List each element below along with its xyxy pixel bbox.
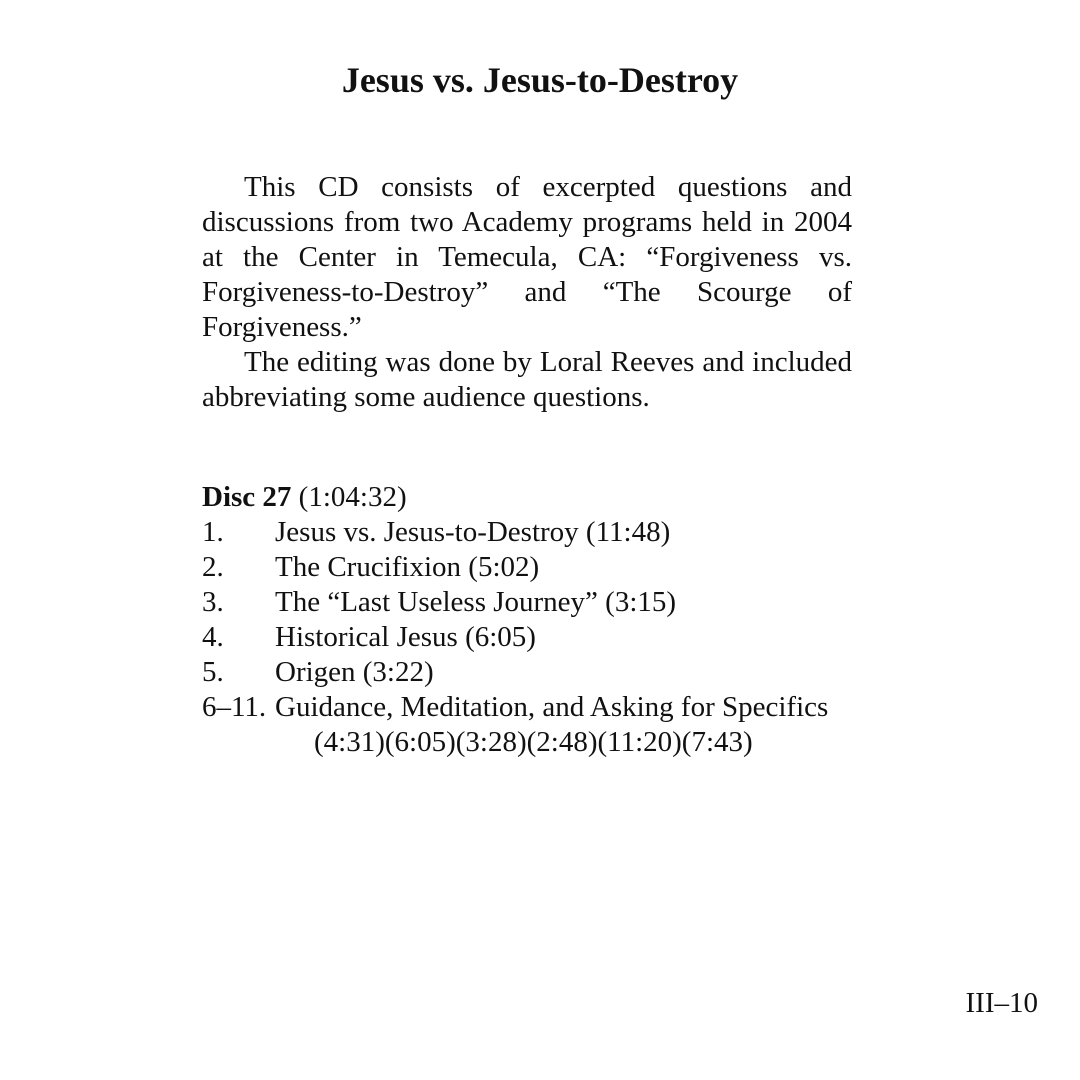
track-title: Origen (3:22)	[275, 656, 434, 688]
track-title: The “Last Useless Journey” (3:15)	[275, 586, 677, 618]
track-item	[202, 655, 902, 690]
paragraph: This CD consists of excerpted questions and discussions from two Academy programs held in 2004 at the Center in Temecula, CA: “Forgiveness vs. Forgiveness-to-Destroy” and “The Scourge of Forgiveness.”	[202, 171, 852, 343]
track-durations: (4:31)(6:05)(3:28)(2:48)(11:20)(7:43)	[314, 726, 753, 758]
disc-label: Disc 27	[202, 481, 292, 513]
track-number: 4.	[202, 621, 224, 653]
disc-duration: (1:04:32)	[298, 481, 407, 513]
paragraph: The editing was done by Loral Reeves and included abbreviating some audience questions.	[202, 346, 852, 413]
disc-heading	[202, 480, 902, 515]
track-number: 1.	[202, 516, 224, 548]
page-title: Jesus vs. Jesus-to-Destroy	[341, 60, 739, 100]
disc-track-list	[202, 480, 902, 760]
track-title: Jesus vs. Jesus-to-Destroy (11:48)	[275, 516, 671, 548]
track-item	[202, 515, 902, 550]
track-item	[202, 690, 902, 725]
track-number: 5.	[202, 656, 224, 688]
track-title: Historical Jesus (6:05)	[275, 621, 536, 653]
track-number: 2.	[202, 551, 224, 583]
track-title: The Crucifixion (5:02)	[275, 551, 540, 583]
track-title: Guidance, Meditation, and Asking for Specifics	[275, 691, 829, 723]
track-number: 6–11.	[202, 691, 267, 723]
track-item	[202, 620, 902, 655]
track-item	[202, 585, 902, 620]
track-number: 3.	[202, 586, 224, 618]
track-item	[202, 550, 902, 585]
description	[202, 170, 852, 415]
page-number: III–10	[965, 987, 1038, 1019]
